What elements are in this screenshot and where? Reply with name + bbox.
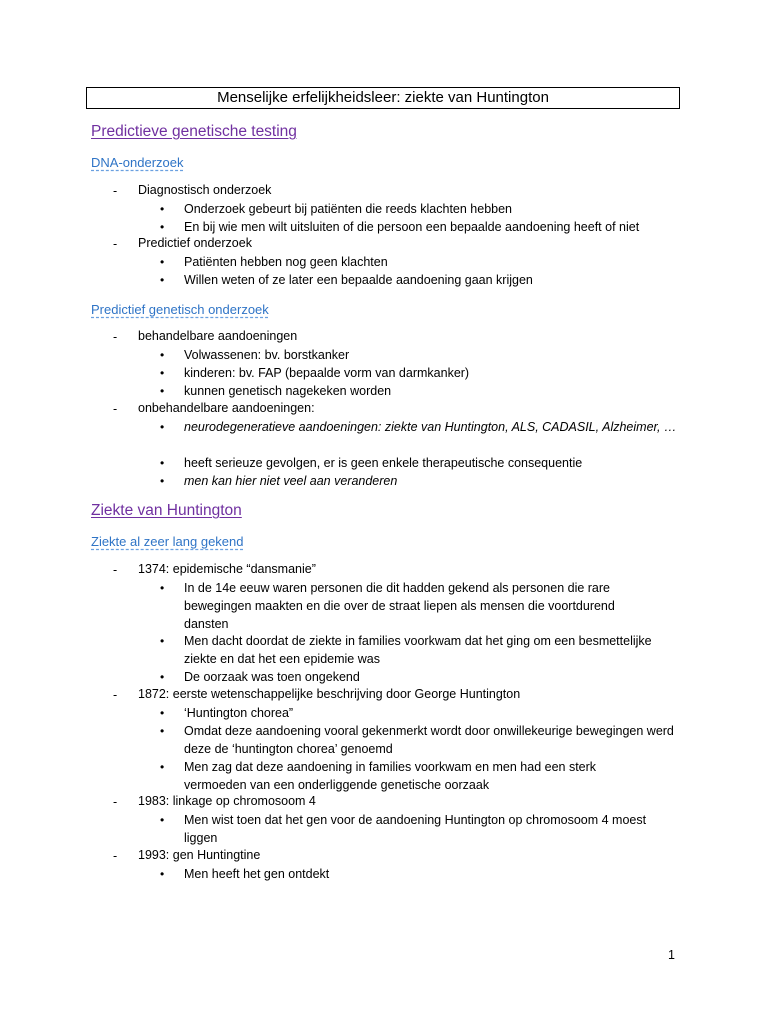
- bullet-dot: •: [160, 581, 165, 595]
- list-subitem: Volwassenen: bv. borstkanker: [184, 348, 350, 362]
- bullet-dot: •: [160, 255, 165, 269]
- list-item: 1872: eerste wetenschappelijke beschrijving door George Huntington: [138, 687, 521, 701]
- list-subitem: Patiënten hebben nog geen klachten: [184, 255, 388, 269]
- dash-bullet: -: [113, 795, 118, 809]
- subheading-dna-onderzoek: DNA-onderzoek: [91, 155, 184, 170]
- bullet-dot: •: [160, 474, 165, 488]
- heading-ziekte-van-huntington: Ziekte van Huntington: [91, 502, 242, 519]
- list-subitem: En bij wie men wilt uitsluiten of die persoon een bepaalde aandoening heeft of niet: [184, 220, 640, 234]
- list-subitem: Onderzoek gebeurt bij patiënten die reeds klachten hebben: [184, 202, 513, 216]
- list-subitem: Men wist toen dat het gen voor de aandoening Huntington op chromosoom 4 moest liggen: [184, 813, 647, 845]
- bullet-dot: •: [160, 634, 165, 648]
- list-subitem: kinderen: bv. FAP (bepaalde vorm van darmkanker): [184, 366, 470, 380]
- dash-bullet: -: [113, 563, 118, 577]
- list-subitem: neurodegeneratieve aandoeningen: ziekte van Huntington, ALS, CADASIL, Alzheimer, …: [184, 420, 677, 434]
- dash-bullet: -: [113, 330, 118, 344]
- subheading-predictief-genetisch: Predictief genetisch onderzoek: [91, 302, 269, 317]
- bullet-dot: •: [160, 867, 165, 881]
- list-subitem: Men heeft het gen ontdekt: [184, 867, 330, 881]
- bullet-dot: •: [160, 273, 165, 287]
- list-subitem: Willen weten of ze later een bepaalde aandoening gaan krijgen: [184, 273, 533, 287]
- dash-bullet: -: [113, 184, 118, 198]
- dash-bullet: -: [113, 402, 118, 416]
- list-subitem: Men zag dat deze aandoening in families voorkwam en men had een sterk vermoeden van een onderliggende genetische oorzaak: [184, 760, 597, 792]
- bullet-dot: •: [160, 384, 165, 398]
- bullet-dot: •: [160, 456, 165, 470]
- list-subitem: kunnen genetisch nagekeken worden: [184, 384, 392, 398]
- list-item: 1983: linkage op chromosoom 4: [138, 794, 316, 808]
- dash-bullet: -: [113, 688, 118, 702]
- bullet-dot: •: [160, 348, 165, 362]
- heading-predictive-testing: Predictieve genetische testing: [91, 123, 297, 140]
- list-item: Diagnostisch onderzoek: [138, 183, 272, 197]
- bullet-dot: •: [160, 706, 165, 720]
- document-title: Menselijke erfelijkheidsleer: ziekte van Huntington: [86, 87, 680, 109]
- bullet-dot: •: [160, 366, 165, 380]
- list-item: 1374: epidemische “dansmanie”: [138, 562, 316, 576]
- bullet-dot: •: [160, 670, 165, 684]
- dash-bullet: -: [113, 849, 118, 863]
- list-item: onbehandelbare aandoeningen:: [138, 401, 315, 415]
- page-number: 1: [668, 948, 675, 962]
- bullet-dot: •: [160, 724, 165, 738]
- subheading-ziekte-lang-gekend: Ziekte al zeer lang gekend: [91, 534, 244, 549]
- list-subitem: men kan hier niet veel aan veranderen: [184, 474, 398, 488]
- list-item: Predictief onderzoek: [138, 236, 252, 250]
- list-item: behandelbare aandoeningen: [138, 329, 298, 343]
- list-subitem: De oorzaak was toen ongekend: [184, 670, 360, 684]
- list-subitem: Men dacht doordat de ziekte in families voorkwam dat het ging om een besmettelijke ziekte en dat het een epidemie was: [184, 634, 652, 666]
- bullet-dot: •: [160, 202, 165, 216]
- dash-bullet: -: [113, 237, 118, 251]
- bullet-dot: •: [160, 220, 165, 234]
- bullet-dot: •: [160, 813, 165, 827]
- bullet-dot: •: [160, 420, 165, 434]
- list-item: 1993: gen Huntingtine: [138, 848, 261, 862]
- list-subitem: In de 14e eeuw waren personen die dit hadden gekend als personen die rare bewegingen maakten en die over de straat liepen als mensen die voortdurend dansten: [184, 581, 615, 631]
- list-subitem: heeft serieuze gevolgen, er is geen enkele therapeutische consequentie: [184, 456, 583, 470]
- bullet-dot: •: [160, 760, 165, 774]
- list-subitem: ‘Huntington chorea”: [184, 706, 294, 720]
- list-subitem: Omdat deze aandoening vooral gekenmerkt wordt door onwillekeurige bewegingen werd deze de ‘huntington chorea’ genoemd: [184, 724, 674, 756]
